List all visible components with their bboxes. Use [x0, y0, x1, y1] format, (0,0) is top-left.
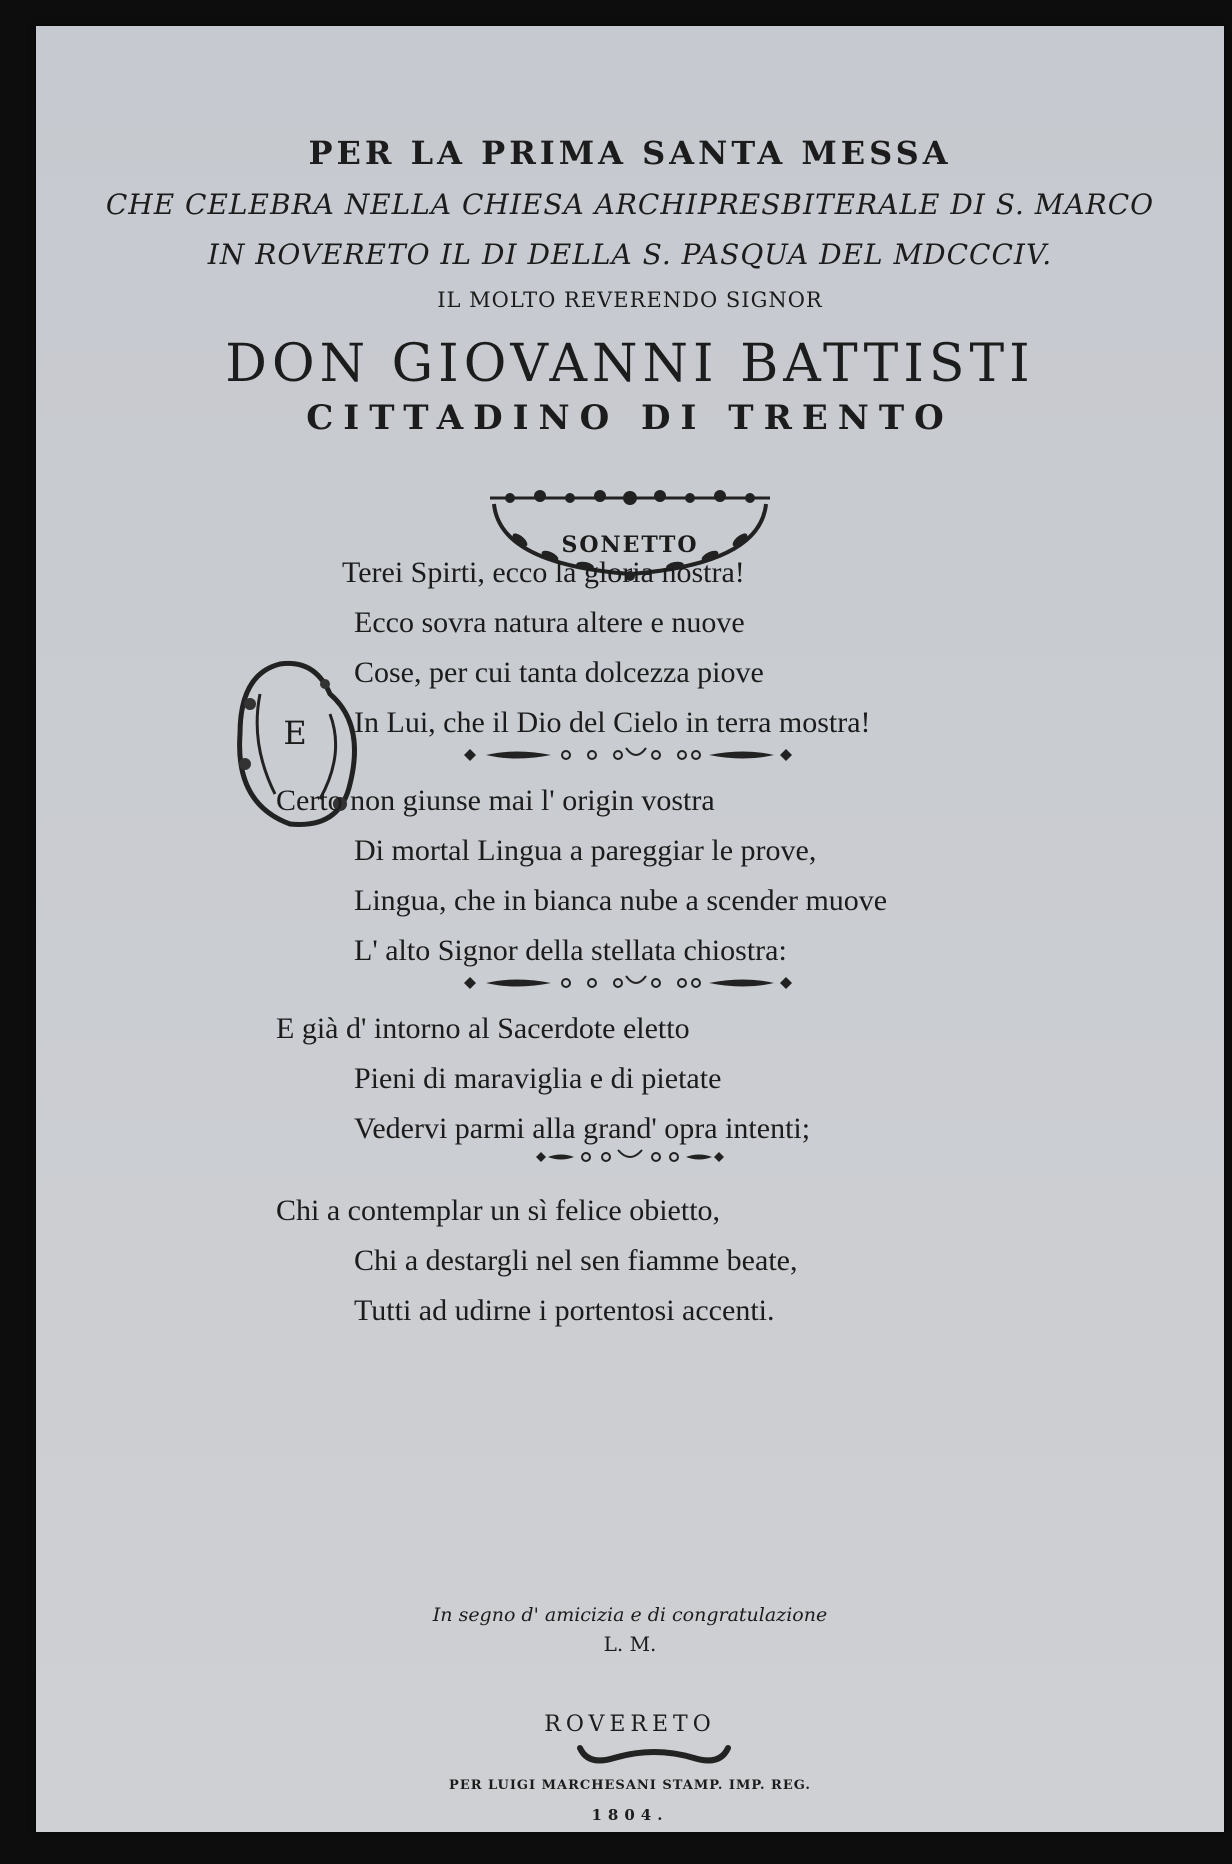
- stanza2-line1: Certo non giunse mai l' origin vostra: [276, 784, 715, 817]
- dedication: In segno d' amicizia e di congratulazione: [432, 1604, 828, 1626]
- honoree-name: DON GIOVANNI BATTISTI: [225, 334, 1035, 394]
- imprint-city: ROVERETO: [544, 1712, 716, 1737]
- imprint-year: 1804.: [591, 1806, 669, 1824]
- stanza3-line3: Vedervi parmi alla grand' opra intenti;: [354, 1112, 811, 1145]
- stanza1-line4: In Lui, che il Dio del Cielo in terra mostra!: [354, 706, 871, 739]
- stanza4-line2: Chi a destargli nel sen fiamme beate,: [354, 1244, 798, 1277]
- author-initials: L. M.: [603, 1632, 657, 1656]
- stanza1-line3: Cose, per cui tanta dolcezza piove: [354, 656, 764, 689]
- stanza2-line4: L' alto Signor della stellata chiostra:: [354, 934, 787, 967]
- honoree-citizenship: CITTADINO DI TRENTO: [306, 398, 954, 438]
- imprint-printer: PER LUIGI MARCHESANI STAMP. IMP. REG.: [449, 1778, 811, 1793]
- stanza4-line1: Chi a contemplar un sì felice obietto,: [276, 1194, 721, 1227]
- stanza3-line1: E già d' intorno al Sacerdote eletto: [276, 1012, 690, 1045]
- swirl-ornament-icon: [574, 1738, 734, 1772]
- initial-letter: E: [283, 714, 307, 752]
- small-divider-ornament-icon: [36, 1142, 1224, 1172]
- stanza4-line3: Tutti ad udirne i portentosi accenti.: [354, 1294, 775, 1327]
- stanza2-line3: Lingua, che in bianca nube a scender muove: [354, 884, 888, 917]
- stanza1-line2: Ecco sovra natura altere e nuove: [354, 606, 745, 639]
- heading-line-2: CHE CELEBRA NELLA CHIESA ARCHIPRESBITERALE DI S. MARCO: [105, 188, 1155, 221]
- heading-line-1: PER LA PRIMA SANTA MESSA: [308, 134, 952, 172]
- heading-line-4: IL MOLTO REVERENDO SIGNOR: [437, 288, 823, 312]
- stanza2-line2: Di mortal Lingua a pareggiar le prove,: [354, 834, 817, 867]
- divider-ornament-icon: [36, 740, 1224, 770]
- paper-sheet: [36, 26, 1224, 1832]
- stanza3-line2: Pieni di maraviglia e di pietate: [354, 1062, 722, 1095]
- divider-ornament-icon: [36, 968, 1224, 998]
- heading-line-3: IN ROVERETO IL DI DELLA S. PASQUA DEL MDCCCIV.: [207, 238, 1053, 271]
- stanza1-line1: Terei Spirti, ecco la gloria nostra!: [342, 556, 745, 589]
- poem-title: SONETTO: [561, 532, 699, 558]
